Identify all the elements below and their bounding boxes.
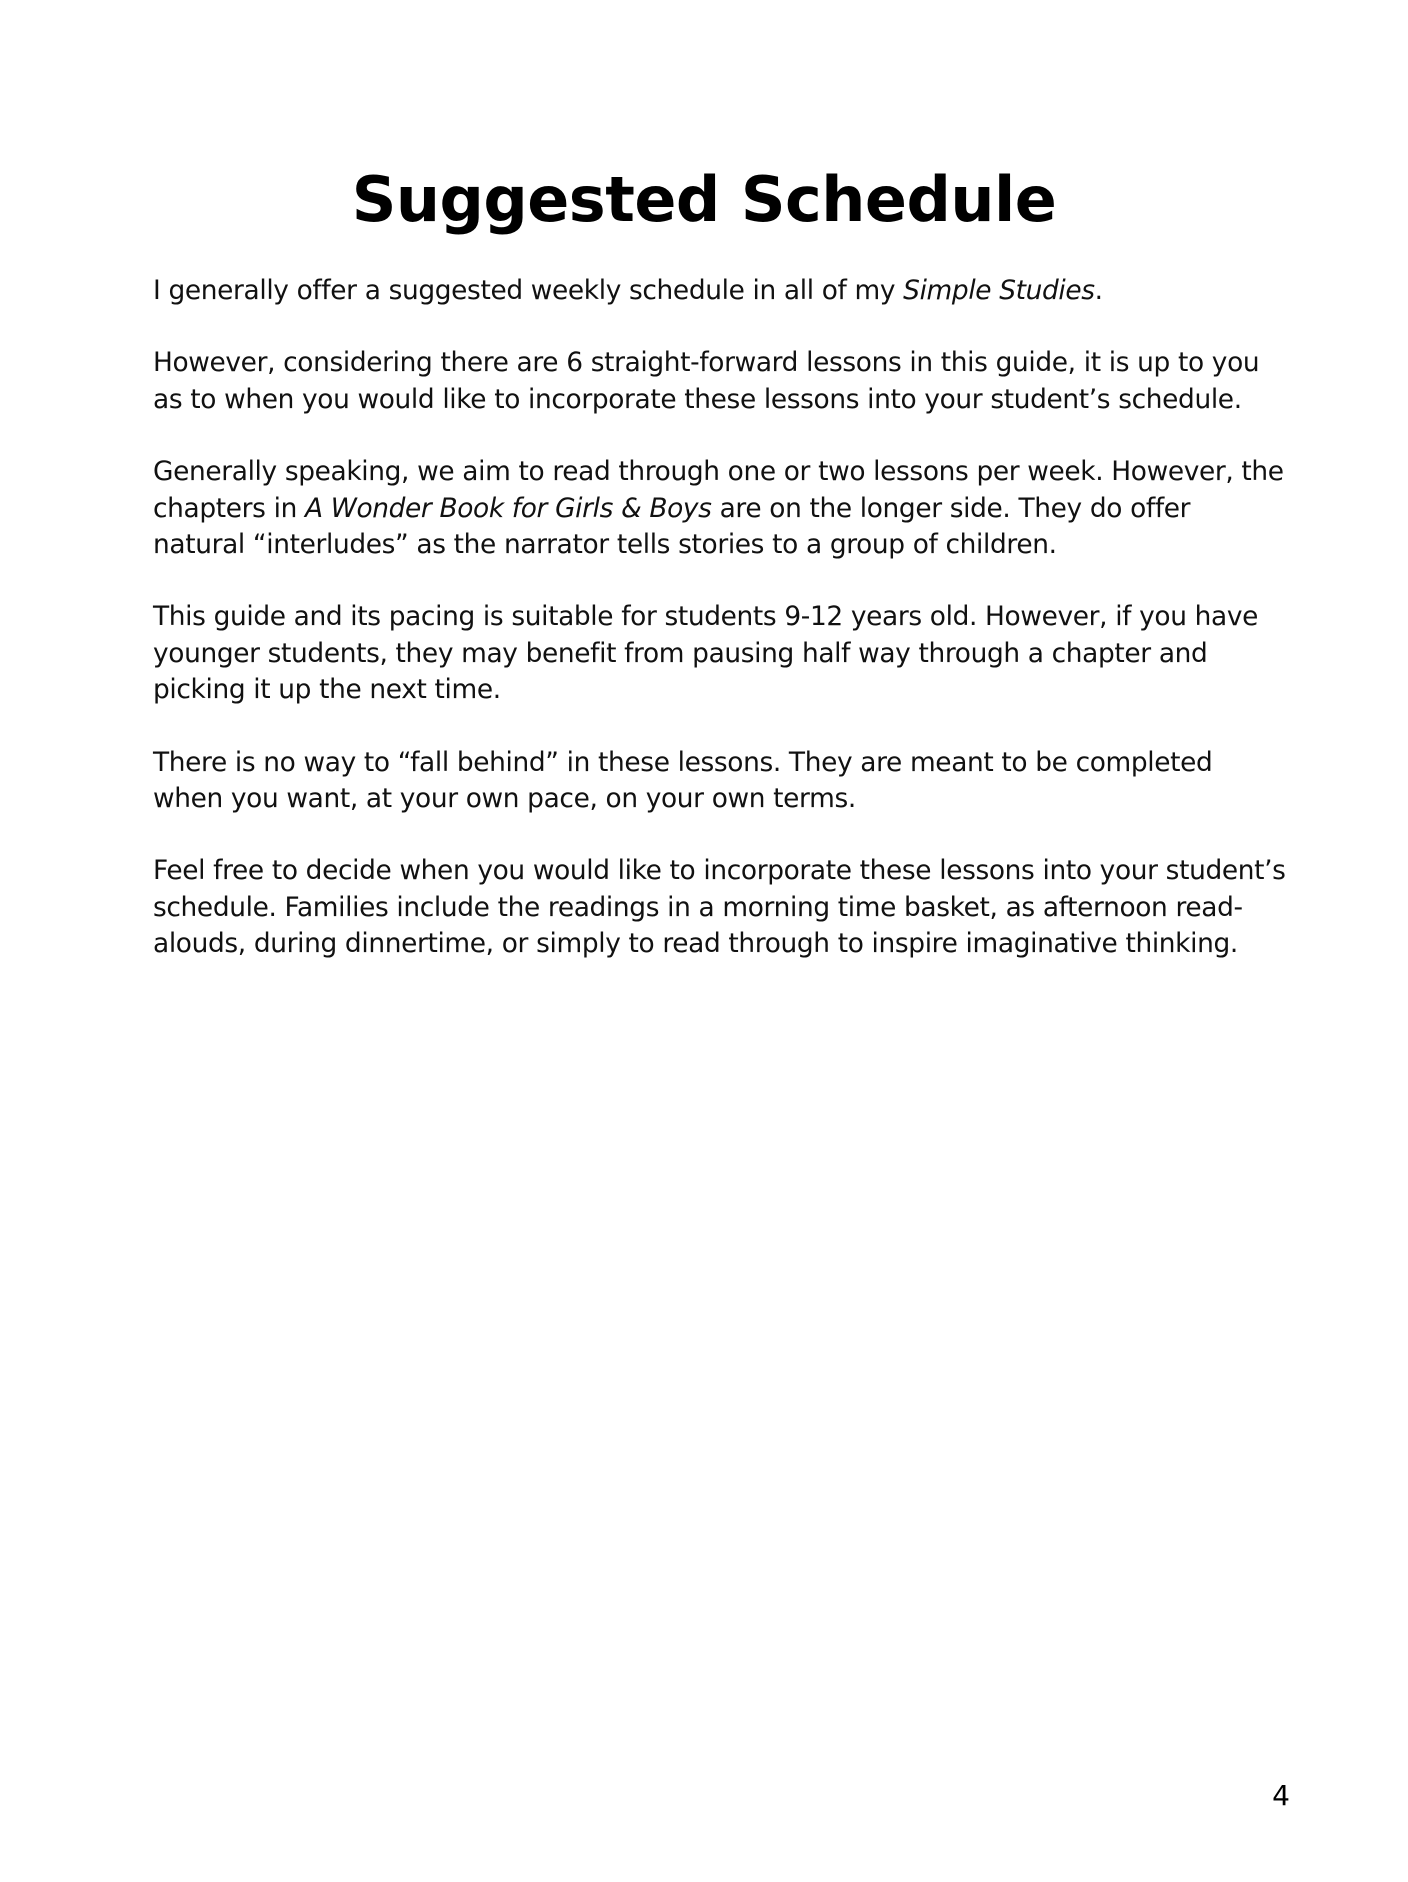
paragraph-intro [153,273,1288,309]
paragraph-intro-text: I generally offer a suggested weekly schedule in all of my [153,275,904,306]
paragraph-age-range: This guide and its pacing is suitable for students 9-12 years old. However, if you have younger students, they may benefit from pausing half way through a chapter and picking it up the next time. [153,601,1258,706]
paragraph-intro-end: . [1094,275,1103,306]
paragraph-lessons: However, considering there are 6 straight-forward lessons in this guide, it is up to you as to when you would like to incorporate these lessons into your student’s schedule. [153,347,1260,415]
paragraph-pacing-text: Generally speaking, we aim to read through one or two lessons per week. However, the chapters in [153,456,1284,524]
book-title: A Wonder Book for Girls & Boys [304,492,712,524]
page-number: 4 [1272,1779,1290,1812]
book-series-title: Simple Studies [903,275,1095,306]
page-title: Suggested Schedule [351,163,1057,236]
body-text [153,273,1288,999]
paragraph-pacing-end: are on the longer side. They do offer natural “interludes” as the narrator tells stories to a group of children. [153,492,1191,561]
paragraph-incorporate: Feel free to decide when you would like to incorporate these lessons into your student’s schedule. Families include the readings in a morning time basket, as afternoon read-alouds, during dinnertime, or simply to read through to inspire imaginative thinking. [153,855,1286,960]
paragraph-pacing [153,454,1288,563]
paragraph-own-pace: There is no way to “fall behind” in these lessons. They are meant to be completed when you want, at your own pace, on your own terms. [153,746,1213,815]
